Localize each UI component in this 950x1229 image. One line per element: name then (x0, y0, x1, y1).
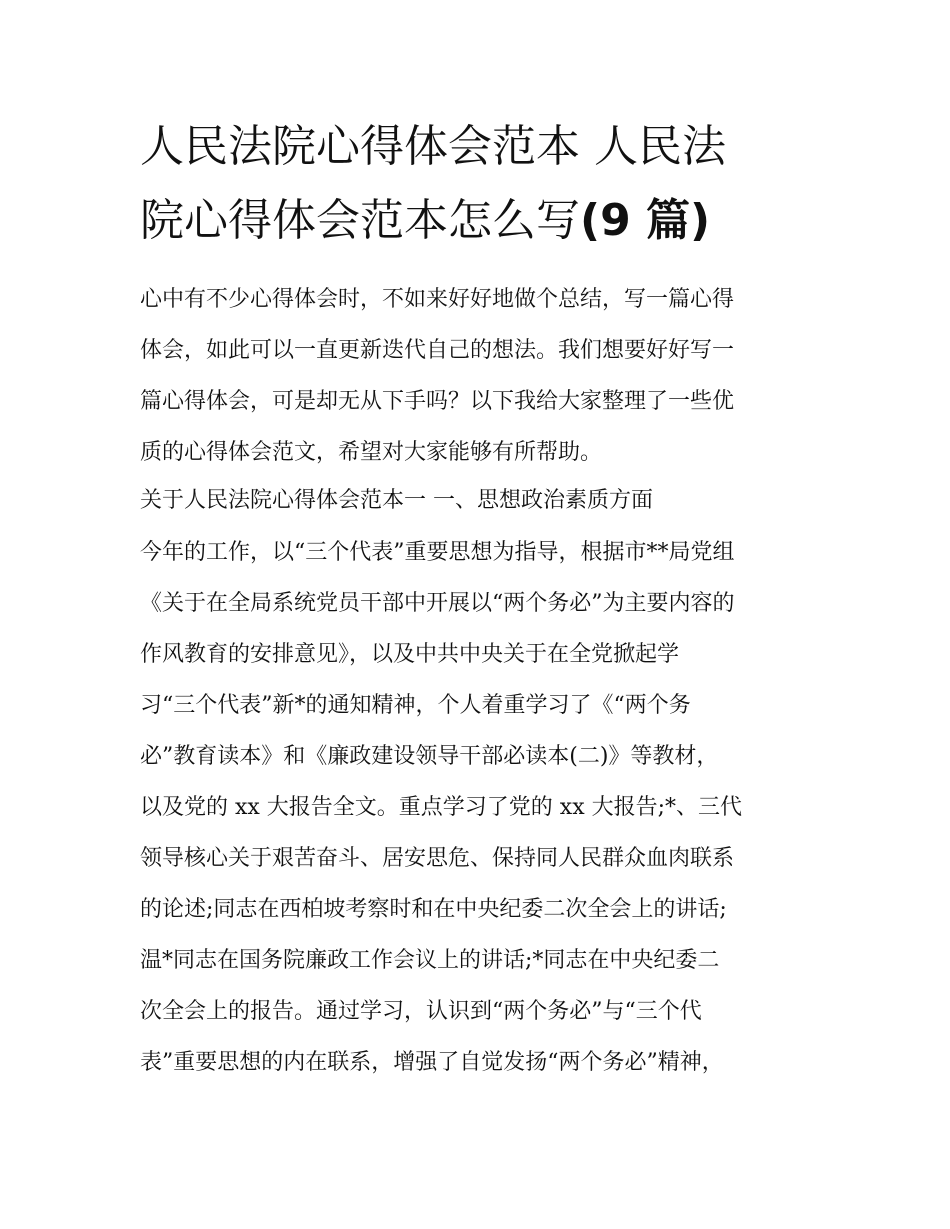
document-title-line-2 (140, 196, 840, 246)
section-heading-line: 关于人民法院心得体会范本一 一、思想政治素质方面 (140, 488, 653, 513)
document-title-line-2-text: 院心得体会范本怎么写 (140, 195, 580, 246)
body-text-line: 习“三个代表”新*的通知精神，个人着重学习了《“两个务 (140, 693, 691, 718)
body-text-line: 表”重要思想的内在联系，增强了自觉发扬“两个务必”精神， (140, 1050, 724, 1075)
body-text-line: 篇心得体会，可是却无从下手吗？以下我给大家整理了一些优 (140, 389, 735, 414)
body-text-line: 以及党的 xx 大报告全文。重点学习了党的 xx 大报告;*、三代 (140, 795, 743, 820)
document-title-line-1: 人民法院心得体会范本 人民法 (140, 121, 726, 172)
body-text-line: 必”教育读本》和《廉政建设领导干部必读本(二)》等教材， (140, 744, 719, 769)
body-text-line: 领导核心关于艰苦奋斗、居安思危、保持同人民群众血肉联系 (140, 846, 735, 871)
body-text-line: 次全会上的报告。通过学习，认识到“两个务必”与“三个代 (140, 999, 702, 1024)
body-text-line: 体会，如此可以一直更新迭代自己的想法。我们想要好好写一 (140, 338, 735, 363)
document-title-article-count: (9 篇) (580, 195, 711, 246)
body-text-line: 《关于在全局系统党员干部中开展以“两个务必”为主要内容的 (140, 591, 735, 616)
body-text-line: 的论述;同志在西柏坡考察时和在中央纪委二次全会上的讲话; (140, 897, 727, 922)
body-text-line: 质的心得体会范文，希望对大家能够有所帮助。 (140, 440, 603, 465)
body-text-line: 今年的工作，以“三个代表”重要思想为指导，根据市**局党组 (140, 540, 735, 565)
body-text-line: 心中有不少心得体会时，不如来好好地做个总结，写一篇心得 (140, 287, 735, 312)
body-text-line: 作风教育的安排意见》，以及中共中央关于在全党掀起学 (140, 642, 680, 667)
body-text-line: 温*同志在国务院廉政工作会议上的讲话;*同志在中央纪委二 (140, 948, 720, 973)
